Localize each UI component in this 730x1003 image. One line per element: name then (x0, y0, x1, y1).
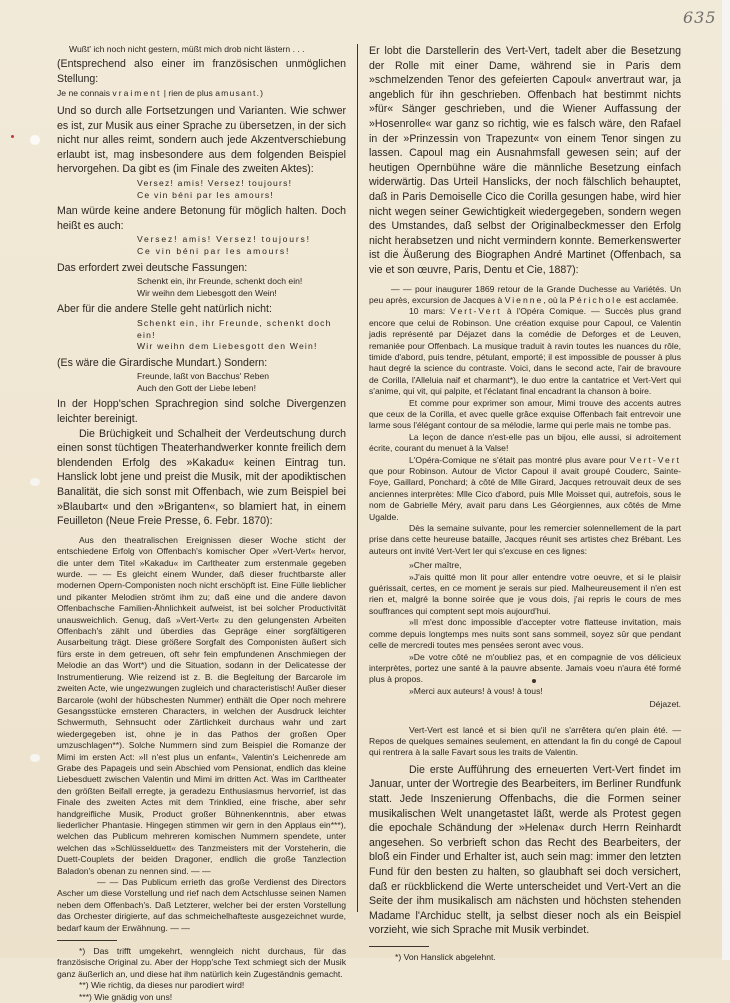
quotation: Vert-Vert est lancé et si bien qu'il ne s'arrêtera qu'en plain été. — Repos de quelques semaines seulement, en attendant la fin du congé de Capoul qui rentrera à la salle Favart sous les traits de Valentin. (369, 724, 681, 758)
punch-hole (30, 754, 40, 762)
paragraph: Die erste Aufführung des erneuerten Vert-Vert findet im Januar, unter der Wortregie des Bearbeiters, im Berliner Rundfunk statt. Jede Inszenierung Offenbachs, die die Formen seiner musikalischen Welt unangetastet läßt, werde als Protest gegen die epochale Schändung der »Helena« durch Herrn Reinhardt angesehen. So verbrieft schon das Recht des Bearbeiters, der bloß ein Finder und Erhalter ist, auch sein mag: immer den letzten Fund für den besten zu halten, so glaubhaft sei doch versichert, daß er rückblickend die Werte unterscheidet und Vert-Vert an die Seite der ihm musikalisch am nächsten und höchsten stehenden Madame l'Archiduc stellt, ja selbst dieser noch als ein Beispiel vorzieht, wie sich Sprache mit Musik verbindet. (369, 763, 681, 937)
verse-line: Ce vin béni par les amours! (137, 245, 291, 256)
text: est acclamée. (622, 294, 679, 305)
verse-line: Auch den Gott der Liebe leben! (137, 382, 256, 393)
paragraph: In der Hopp'schen Sprachregion sind solche Divergenzen leichter bereinigt. (57, 398, 346, 426)
paragraph: Aber für die andere Stelle geht natürlich nicht: (57, 303, 272, 316)
quotation: Dès la semaine suivante, pour les remercier solennellement de la part prise dans cette heureuse bataille, Jacques réunit ses artistes chez Brébant. Les auteurs ont invité Vert-Vert Ier qui s'excuse en ces lignes: (369, 523, 681, 556)
quotation (369, 284, 681, 307)
quotation: La leçon de dance n'est-elle pas un bijou, elle aussi, si adroitement écrite, courant du menuet à la Valse! (369, 431, 681, 454)
signature: Déjazet. (649, 699, 681, 710)
letter-closing: »Merci aux auteurs! à vous! à tous! (409, 685, 543, 696)
paragraph: Die Brüchigkeit und Schalheit der Verdeutschung durch einen sonst tüchtigen Theaterhandwerker konnte freilich dem blendenden Erfolg des »Kakadu« keinen Eintrag tun. Hanslick lobt jene und preist die Musik, mit der apodiktischen Banalität, die sich sonst mit Offenbach, wie zum Beispiel bei »Blaubart« und den »Briganten«, so blamiert hat, in einem Feuilleton (Neue Freie Presse, 6. Febr. 1870): (57, 427, 346, 528)
paragraph: Er lobt die Darstellerin des Vert-Vert, tadelt aber die Besetzung der Rolle mit einer Dame, während sie in Paris dem »schmelzenden Tenor des gefeierten Capoul« anvertraut war, ja angeblich für ihn geschrieben. Offenbach hat bestimmt nichts »für« Sänger geschrieben, und die Wiener Auffassung der »Hosenrolle« war ganz so richtig, wie es falsch wäre, den Rafael in der »Prinzessin von Trapezunt« von einem Tenor singen zu lassen. Capoul mag ein Ausnahmsfall gewesen sein; auf der heutigen Opernbühne wäre die männliche Besetzung einfach widerwärtig. Das Urteil Hanslicks, der noch fälschlich behauptet, daß in Paris Demoiselle Cico die Corilla gesungen habe, wird hier nicht wegen seiner Gewichtigkeit wiedergegeben, sondern wegen des Umstandes, daß selbst der Originalbeckmesser den Erfolg nicht herabsetzen und nicht vermindern konnte. Bemerkenswerter ist die Äußerung des Biographen André Martinet (Offenbach, sa vie et son œuvre, Paris, Dentu et Cie, 1887): (369, 45, 681, 276)
emphasis: vraiment (112, 87, 162, 98)
punch-hole (30, 135, 40, 145)
letter-paragraph: »De votre côté ne m'oubliez pas, et en compagnie de vos délicieux interprètes, portez une santé à la pauvre absente. Jamais voeu n'aura été formé plus à propos. (369, 651, 681, 685)
verse-line: Versez! amis! Versez! toujours! (137, 234, 311, 245)
verse-line: Wir weihn dem Liebesgott den Wein! (137, 341, 318, 352)
emphasis: amusant.) (215, 87, 265, 98)
verse-block (57, 371, 346, 394)
paragraph: Und so durch alle Fortsetzungen und Varianten. Wie schwer es ist, zur Musik aus einer Sprache zu übersetzen, in der sich nicht nur alles reimt, sondern auch jede Akzentverschiebung erlaubt ist, mag insbesondere aus dem folgenden Beispiel hervorgehen. Da gibt es (im Finale des zweiten Aktes): (57, 105, 346, 176)
paragraph: (Entsprechend also einer im französischen unmöglichen Stellung: (57, 58, 346, 85)
verse-block (57, 276, 346, 299)
verse-line: Schenkt ein, ihr Freunde, schenkt doch ein! (137, 317, 332, 340)
right-column (369, 44, 681, 963)
emphasis: Vert-Vert (450, 306, 502, 317)
text: à l'Opéra Comique. — Succès plus grand encore que celui de Robinson. Une création exquise pour Capoul, ce Valentin jadis représenté par Déjazet dans la comédie de Deforges et de Leuven, remaniée pour Offenbach. La musique traduit à ravin toutes les nuances du rôle, timide d'abord, puis tendre, pétulant, emporté; il est impossible de pousser à plus haut degré la science du contraste. Voici, dans le second acte, l'air de bravoure de Corilla, l'Alleluia naif et charmant*), le duo entre la cantatrice et Vert-Vert qui s'anime, qui vit, qui palpite, et l'éclatant final encadrant la chanson à boire. (369, 306, 681, 397)
quotation: — — Das Publicum errieth das große Verdienst des Directors Ascher um diese Vorstellung und rief nach dem Actschlusse seinen Namen neben dem Offenbach's. Daß Letzterer, welcher bei der ersten Vorstellung das Orchester dirigierte, auf das schmeichelhafteste ausgezeichnet wurde, bedarf kaum der Erwähnung. — — (57, 877, 346, 933)
text: 10 mars: (409, 306, 451, 317)
text: — — pour inaugurer 1869 retour de la Grande Duchesse au Variétés. Un peu après, excursion de Jacques à (369, 283, 681, 305)
footnote-rule (369, 946, 429, 947)
punch-hole (30, 478, 40, 486)
footnote: *) Von Hanslick abgelehnt. (395, 951, 496, 962)
verse-block (57, 234, 346, 257)
emphasis: Périchole (569, 294, 623, 305)
footnote: ***) Wie gnädig von uns! (79, 991, 173, 1002)
footnote-rule (57, 940, 117, 941)
letter-paragraph: »Il m'est donc impossible d'accepter votre flatteuse invitation, mais comme depuis longtemps mes nuits sont sans sommeil, soyez sûr que pendant celle de mercredi toutes mes pensées seront avec vous. (369, 617, 681, 651)
quotation: Aus den theatralischen Ereignissen dieser Woche sticht der entschiedene Erfolg von Offenbach's komischer Oper »Vert-Vert« hervor, die unter dem Titel »Kakadu« im Carltheater zum erstenmale gegeben wurde. — — Es gleicht einem Wunder, daß dieser fruchtbarste aller modernen Opern-Componisten noch nicht erschöpft ist. Eine Fülle lieblicher und pikanter Melodien strömt ihm zu; daß eine und die andere davon Offenbachsche Familien-Ähnlichkeit aufweist, ist bei solcher Productivität unausweichlich. Genug, daß »Vert-Vert« zu den gelungensten Arbeiten Offenbach's zählt und überdies das Gepräge einer sorgfältigeren Ausarbeitung trägt. Diese größere Sorgfalt des Componisten äußert sich fürs erste in dem getreuen, oft sehr fein empfundenen Anschmiegen der Melodie an das Wort*) und die Situation, sodann in der Delicatesse der Instrumentierung. Wie reizend ist z. B. die Begleitung der Barcarole im zweiten Acte, wie ungezwungen zugleich und characteristisch! Außer dieser Barcarole (wohl der hübschesten Nummer) enthält die Oper noch mehrere Gesangsstücke ernsteren Characters, in welchen der Ausdruck leichter Schwermuth, Sehnsucht oder Zärtlichkeit durchaus wahr und zart wiedergegeben ist, ohne je in das Pathos der großen Oper umzuschlagen**). Solche Nummern sind zum Beispiel die Romanze der Mimi im ersten Act: »Il n'est plus un enfant«, Valentin's Leichenrede am Grabe des Papageis und sein Abschied vom Pensionat, endlich das kleine Liebesduett zwischen Valentin und Mimi im dritten Act. Was im Carltheater den größten Beifall erregte, ja geradezu Enthusiasmus hervorrief, ist das Finale des zweiten Actes mit dem Trinklied, eine frische, aber sehr handgreifliche Musik, Product großer Bühnenkenntnis, aber etwas liederlicher Phantasie. Hingegen stimmen wir gern in den Applaus ein***), welchen das Publicum mehreren komischen Nummern spendete, unter welchen das »Schlüsselduett« des Tanzmeisters mit der Vorsteherin, die Duett-Couplets der beiden Dragoner, endlich die große Tanzlection Baladon's obenan zu nennen sind. — — (57, 534, 346, 876)
verse-line: Wir weihn dem Liebesgott den Wein! (137, 287, 277, 298)
footnote: *) Das trifft umgekehrt, wenngleich nicht durchaus, für das französische Original zu. Aber der Hopp'sche Text schmiegt sich der Musik ganz äußerlich an, und diese hat ihm natürlich kein Zugeständnis gemacht. (57, 946, 346, 979)
paragraph: Man würde keine andere Betonung für möglich halten. Doch heißt es auch: (57, 205, 346, 232)
column-divider (357, 44, 358, 912)
page-edge (722, 0, 730, 960)
verse-line: Freunde, laßt von Bacchus' Reben (137, 371, 270, 382)
text: que pour Robinson. Autour de Victor Capoul il avait groupé Couderc, Sainte-Foye, Gaillard, Ponchard; à côté de Mlle Girard, Jacques retrouvait deux de ses anciennes interprètes: Mlle Cico d'abord, puis Mlle Moisset qui, autrefois, sous le nom de Gabrielle Méry, avait paru dans Les Géorgiennes, aux côtés de Mme Ugalde. (369, 466, 681, 522)
ink-mark (11, 135, 14, 138)
quotation (369, 455, 681, 523)
left-column (57, 44, 346, 1003)
quotation (369, 306, 681, 397)
text: Je ne connais (57, 87, 113, 98)
verse-block (57, 178, 346, 201)
verse-block (57, 318, 346, 353)
letter-salutation: »Cher maître, (409, 560, 462, 571)
quotation: Et comme pour exprimer son amour, Mimi trouve des accents autres que ceux de la Corilla, et avec quelle grâce exquise Offenbach fait entrevoir une larme sous l'élégant contour de sa mélodie, larme qui perle mais ne tombe pas. (369, 397, 681, 431)
verse-line: Versez! amis! Versez! toujours! (137, 177, 293, 188)
text: L'Opéra-Comique ne s'était pas montré plus avare pour (409, 454, 630, 465)
verse-line: Wußt' ich noch nicht gestern, müßt mich drob nicht lästern . . . (69, 44, 305, 54)
emphasis: Vert-Vert (629, 454, 681, 465)
footnote: **) Wie richtig, da dieses nur parodiert wird! (79, 980, 245, 991)
letter-paragraph: »J'ais quitté mon lit pour aller entendre votre oeuvre, et si le plaisir guérissait, certes, en ce moment je serais sur pied. Malheureusement il n'en est rien et, malgré la bonne soirée que je vous dois, j'ai repris le cours de mes souffrances qui comptent sept mois aujourd'hui. (369, 571, 681, 616)
page-number: 635 (683, 8, 717, 27)
paragraph: (Es wäre die Girardische Mundart.) Sondern: (57, 356, 268, 369)
emphasis: Vienne (504, 294, 544, 305)
verse-line: Ce vin béni par les amours! (137, 189, 275, 200)
text: | rien de plus (161, 87, 216, 98)
text: , où la (543, 294, 570, 305)
verse-line: Schenkt ein, ihr Freunde, schenkt doch ein! (137, 276, 303, 287)
paragraph (57, 88, 346, 99)
paragraph: Das erfordert zwei deutsche Fassungen: (57, 261, 248, 274)
